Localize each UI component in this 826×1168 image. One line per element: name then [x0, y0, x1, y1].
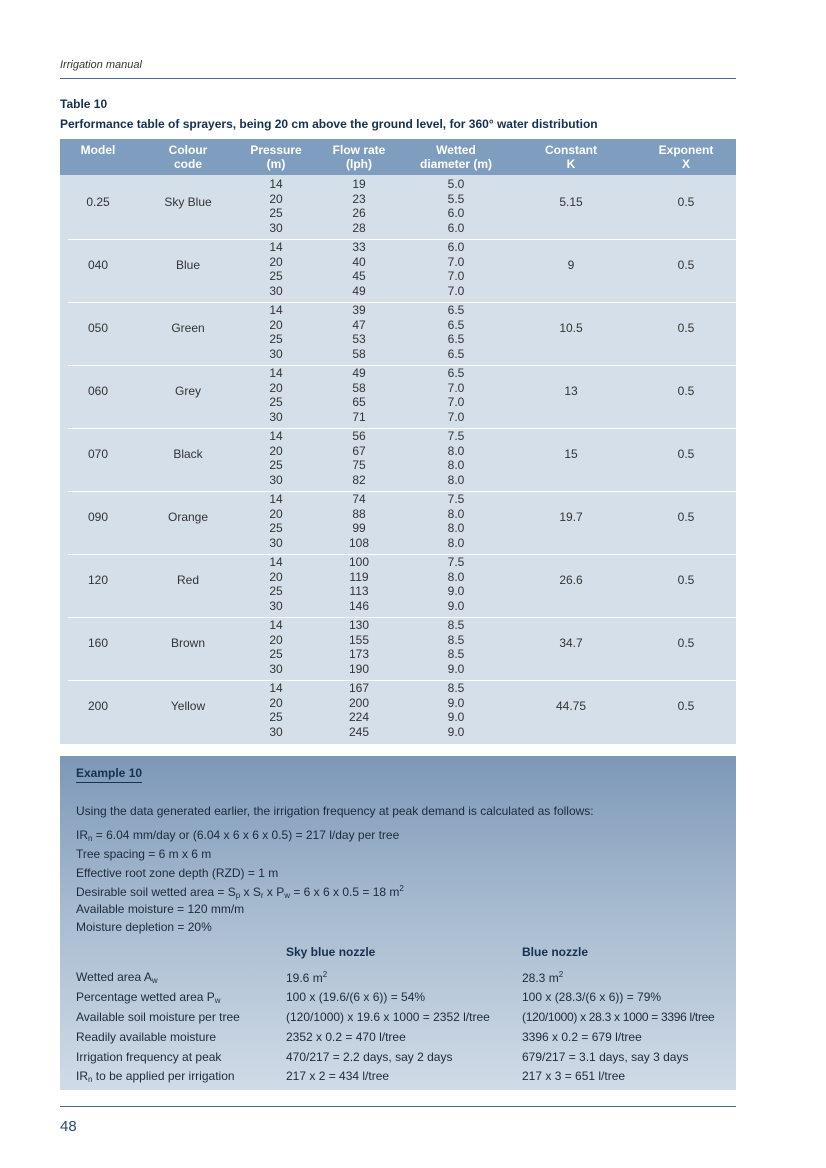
example-line-available: Available moisture = 120 mm/m: [76, 902, 245, 916]
table-row: [60, 177, 736, 239]
model-cell: 070: [87, 447, 109, 461]
constant-cell: 5.15: [559, 195, 583, 209]
calc-sky-irn-applied: 217 x 2 = 434 l/tree: [286, 1069, 390, 1083]
calc-blue-soil-moisture: (120/1000) x 28.3 x 1000 = 3396 l/tree: [522, 1010, 715, 1024]
diameter-cell: 7.5 8.0 8.0 8.0: [447, 492, 465, 550]
calc-blue-wetted-area: 28.3 $m^2$: [522, 970, 564, 985]
top-rule: [60, 78, 736, 79]
flow-cell: 56 67 75 82: [352, 429, 366, 487]
sky-blue-column-head: Sky blue nozzle: [286, 945, 376, 959]
exponent-cell: 0.5: [677, 510, 695, 524]
header-wetted-diameter: Wetted diameter (m): [419, 143, 493, 171]
model-cell: 050: [87, 321, 109, 335]
calc-label-irn-applied: $IR_n$ to be applied per irrigation: [76, 1069, 235, 1084]
model-cell: 160: [87, 636, 109, 650]
constant-cell: 34.7: [559, 636, 583, 650]
header-colour: Colour code: [168, 143, 208, 171]
example-box: [60, 756, 736, 1090]
diameter-cell: 7.5 8.0 9.0 9.0: [447, 555, 465, 613]
colour-cell: Green: [171, 321, 205, 335]
constant-cell: 44.75: [555, 699, 587, 713]
page-number: 48: [60, 1118, 77, 1135]
exponent-cell: 0.5: [677, 384, 695, 398]
header-flow-rate: Flow rate (lph): [332, 143, 386, 171]
calc-label-percentage-wetted: Percentage wetted area $P_w$: [76, 990, 221, 1005]
header-exponent: Exponent X: [658, 143, 714, 171]
example-intro: Using the data generated earlier, the irrigation frequency at peak demand is calculated as follows:: [76, 804, 594, 818]
diameter-cell: 8.5 9.0 9.0 9.0: [447, 681, 465, 739]
calc-label-readily-available: Readily available moisture: [76, 1030, 217, 1044]
pressure-cell: 14 20 25 30: [269, 681, 283, 739]
colour-cell: Grey: [174, 384, 201, 398]
model-cell: 060: [87, 384, 109, 398]
diameter-cell: 6.5 6.5 6.5 6.5: [447, 303, 465, 361]
constant-cell: 10.5: [559, 321, 583, 335]
calc-sky-soil-moisture: (120/1000) x 19.6 x 1000 = 2352 l/tree: [286, 1010, 490, 1024]
model-cell: 090: [87, 510, 109, 524]
header-model: Model: [80, 143, 116, 157]
example-line-irn: $IR_n = 6.04$ mm/day or (6.04 x 6 x 6 x 0.5) = 217 l/day per tree: [76, 828, 400, 843]
calc-blue-frequency: 679/217 = 3.1 days, say 3 days: [522, 1050, 689, 1064]
pressure-cell: 14 20 25 30: [269, 429, 283, 487]
table-row: [60, 618, 736, 680]
exponent-cell: 0.5: [677, 258, 695, 272]
diameter-cell: 8.5 8.5 8.5 9.0: [447, 618, 465, 676]
calc-label-wetted-area: Wetted area $A_w$: [76, 970, 158, 985]
pressure-cell: 14 20 25 30: [269, 303, 283, 361]
header-constant: Constant K: [545, 143, 597, 171]
model-cell: 040: [87, 258, 109, 272]
table-row: [60, 492, 736, 554]
model-cell: 200: [87, 699, 109, 713]
colour-cell: Brown: [170, 636, 205, 650]
table-row: [60, 555, 736, 617]
flow-cell: 33 40 45 49: [352, 240, 366, 298]
running-head: Irrigation manual: [60, 59, 142, 71]
exponent-cell: 0.5: [677, 573, 695, 587]
table-row: [60, 681, 736, 743]
colour-cell: Red: [176, 573, 199, 587]
table-row: [60, 429, 736, 491]
calc-blue-irn-applied: 217 x 3 = 651 l/tree: [522, 1069, 626, 1083]
table-label: Table 10: [60, 97, 108, 111]
table-title: Performance table of sprayers, being 20 cm above the ground level, for 360° water distribution: [60, 117, 598, 131]
flow-cell: 74 88 99 108: [348, 492, 370, 550]
header-pressure: Pressure (m): [250, 143, 302, 171]
diameter-cell: 6.0 7.0 7.0 7.0: [447, 240, 465, 298]
flow-cell: 49 58 65 71: [352, 366, 366, 424]
constant-cell: 9: [567, 258, 575, 272]
exponent-cell: 0.5: [677, 699, 695, 713]
exponent-cell: 0.5: [677, 195, 695, 209]
calc-sky-wetted-area: 19.6 $m^2$: [286, 970, 328, 985]
model-cell: 120: [87, 573, 109, 587]
flow-cell: 19 23 26 28: [352, 177, 366, 235]
flow-cell: 39 47 53 58: [352, 303, 366, 361]
constant-cell: 13: [564, 384, 578, 398]
table-row: [60, 240, 736, 302]
diameter-cell: 6.5 7.0 7.0 7.0: [447, 366, 465, 424]
flow-cell: 100 119 113 146: [348, 555, 370, 613]
exponent-cell: 0.5: [677, 447, 695, 461]
table-row: [60, 303, 736, 365]
pressure-cell: 14 20 25 30: [269, 492, 283, 550]
constant-cell: 19.7: [559, 510, 583, 524]
constant-cell: 26.6: [559, 573, 583, 587]
flow-cell: 167 200 224 245: [348, 681, 370, 739]
pressure-cell: 14 20 25 30: [269, 366, 283, 424]
colour-cell: Blue: [175, 258, 201, 272]
table-row: [60, 366, 736, 428]
table-body: [60, 175, 736, 743]
exponent-cell: 0.5: [677, 636, 695, 650]
table-header-row: [60, 139, 736, 175]
calc-label-soil-moisture: Available soil moisture per tree: [76, 1010, 240, 1024]
diameter-cell: 7.5 8.0 8.0 8.0: [447, 429, 465, 487]
exponent-cell: 0.5: [677, 321, 695, 335]
constant-cell: 15: [564, 447, 578, 461]
bottom-rule: [60, 1106, 736, 1107]
calc-sky-percentage-wetted: 100 x (19.6/(6 x 6)) = 54%: [286, 990, 426, 1004]
performance-table: [60, 139, 736, 744]
calc-sky-readily-available: 2352 x 0.2 = 470 l/tree: [286, 1030, 406, 1044]
calc-sky-frequency: 470/217 = 2.2 days, say 2 days: [286, 1050, 453, 1064]
calc-blue-readily-available: 3396 x 0.2 = 679 l/tree: [522, 1030, 642, 1044]
example-line-rzd: Effective root zone depth (RZD) = 1 m: [76, 866, 279, 880]
colour-cell: Black: [173, 447, 203, 461]
flow-cell: 130 155 173 190: [348, 618, 370, 676]
example-title: Example 10: [76, 766, 142, 783]
calc-blue-percentage-wetted: 100 x (28.3/(6 x 6)) = 79%: [522, 990, 662, 1004]
blue-column-head: Blue nozzle: [522, 945, 589, 959]
colour-cell: Sky Blue: [164, 195, 212, 209]
example-line-depletion: Moisture depletion = 20%: [76, 920, 212, 934]
model-cell: 0.25: [86, 195, 110, 209]
pressure-cell: 14 20 25 30: [269, 555, 283, 613]
colour-cell: Yellow: [170, 699, 206, 713]
colour-cell: Orange: [167, 510, 209, 524]
diameter-cell: 5.0 5.5 6.0 6.0: [447, 177, 465, 235]
pressure-cell: 14 20 25 30: [269, 177, 283, 235]
calc-label-frequency: Irrigation frequency at peak: [76, 1050, 222, 1064]
pressure-cell: 14 20 25 30: [269, 618, 283, 676]
example-line-wetted-area: Desirable soil wetted area = $S_p$ x $S_r$ x $P_w = 6$ x 6 x 0.5 = 18 $m^2$: [76, 884, 404, 900]
example-line-spacing: Tree spacing = 6 m x 6 m: [76, 847, 212, 861]
pressure-cell: 14 20 25 30: [269, 240, 283, 298]
